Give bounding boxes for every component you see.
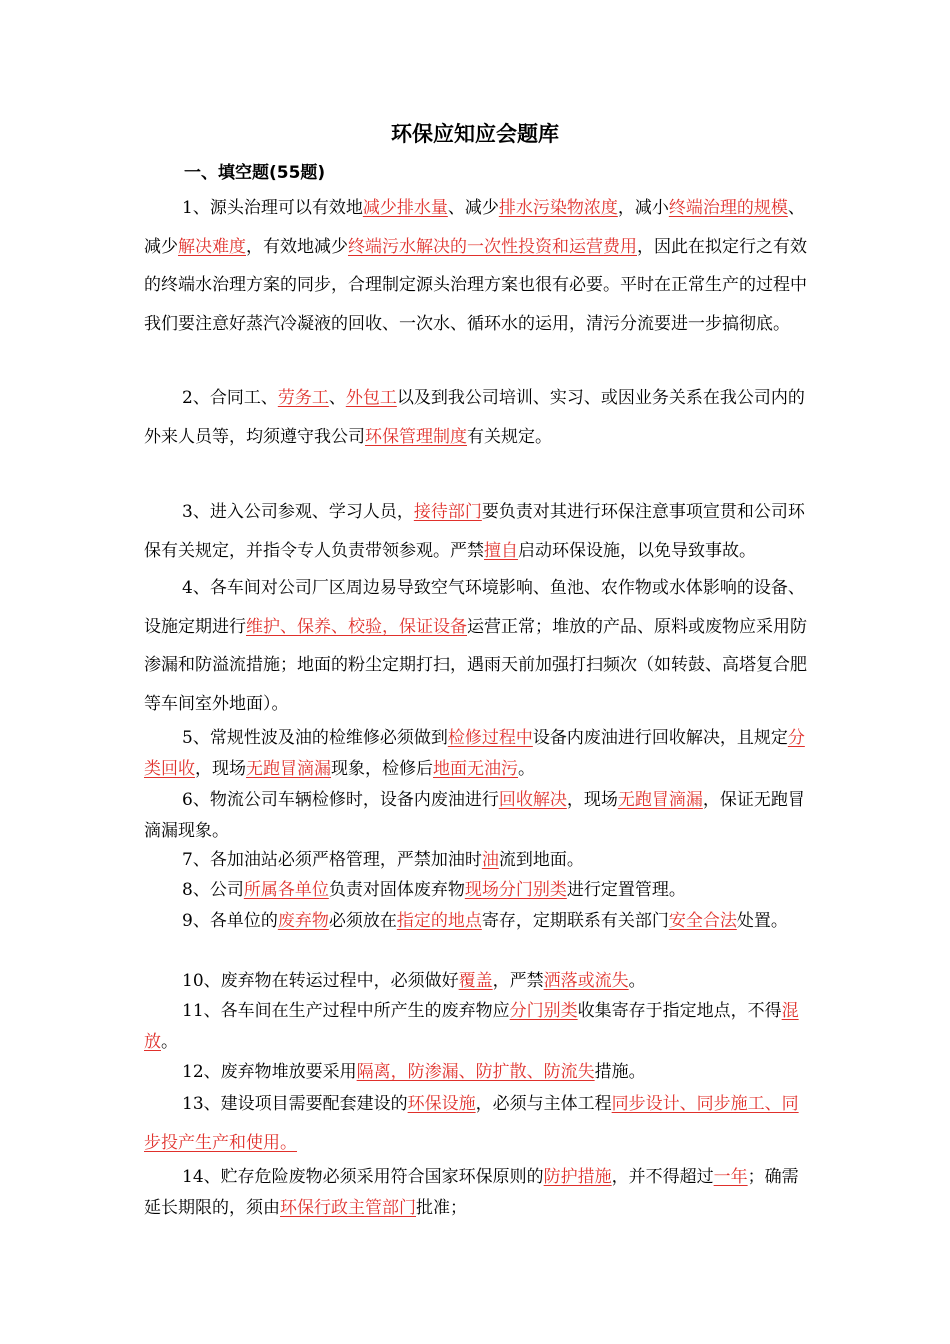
answer-blank: 分门别类 — [509, 1001, 578, 1021]
question-text: ，必须与主体工程 — [475, 1094, 612, 1114]
question-text: ，严禁 — [492, 971, 544, 991]
question-text: 1、源头治理可以有效地 — [182, 198, 363, 218]
question-text: 14、贮存危险废物必须采用符合国家环保原则的 — [182, 1167, 544, 1187]
answer-blank: 外包工 — [345, 388, 397, 408]
answer-blank: 环保管理制度 — [365, 426, 467, 447]
question-13 — [144, 1085, 810, 1162]
question-text: ，现场 — [566, 790, 618, 810]
answer-blank: 防护措施 — [543, 1167, 612, 1187]
question-text: 处置。 — [736, 911, 788, 931]
answer-blank: 排水污染物浓度 — [498, 198, 618, 218]
answer-blank: 终端污水解决的一次性投资和运营费用 — [348, 236, 637, 257]
answer-blank: 安全合法 — [668, 911, 737, 931]
question-text: 负责对固体废弃物 — [328, 880, 465, 900]
question-text: 启动环保设施，以免导致事故。 — [518, 540, 756, 561]
question-text: 2、合同工、 — [182, 388, 278, 408]
answer-blank: 油 — [481, 850, 499, 870]
question-9 — [144, 906, 810, 937]
answer-blank: 接待部门 — [413, 502, 482, 522]
question-6 — [144, 785, 810, 847]
answer-blank: 检修过程中 — [447, 728, 533, 748]
question-text: 进行定置管理。 — [566, 880, 686, 900]
question-text: 、减少 — [447, 198, 499, 218]
question-text: 现象，检修后 — [331, 759, 433, 779]
question-11 — [144, 996, 810, 1058]
question-text: 、减少 — [144, 198, 805, 257]
question-text: 6、物流公司车辆检修时，设备内废油进行 — [182, 790, 499, 810]
question-text: 收集寄存于指定地点，不得 — [577, 1001, 782, 1021]
question-text: 批准； — [416, 1198, 467, 1218]
question-14 — [144, 1162, 810, 1224]
answer-blank: 环保行政主管部门 — [280, 1198, 416, 1218]
question-text: 流到地面。 — [498, 850, 584, 870]
question-text: 4、各车间对公司厂区周边易导致空气环境影响、鱼池、农作物或水体影响的设备、设施定期进行 — [144, 578, 805, 637]
question-text: 。 — [161, 1032, 178, 1052]
answer-blank: 解决难度 — [178, 236, 246, 257]
question-text: 以及到我公司培训、实习、或因业务关系在我公司内的外来人员等，均须遵守我公司 — [144, 388, 805, 447]
answer-blank: 指定的地点 — [396, 911, 482, 931]
question-8 — [144, 875, 810, 906]
question-text: ，现场 — [195, 759, 246, 779]
answer-blank: 废弃物 — [277, 911, 329, 931]
question-5 — [144, 723, 810, 785]
question-text: 13、建设项目需要配套建设的 — [182, 1094, 408, 1114]
answer-blank: 隔离，防渗漏、防扩散、防流失 — [356, 1062, 595, 1082]
question-text: 措施。 — [594, 1062, 646, 1082]
question-text: ，有效地减少 — [246, 236, 348, 257]
answer-blank: 洒落或流失 — [543, 971, 629, 991]
answer-blank: 减少排水量 — [362, 198, 448, 218]
answer-blank: 环保设施 — [407, 1094, 476, 1114]
question-text: 有关规定。 — [467, 426, 552, 447]
question-text: ，并不得超过 — [611, 1167, 714, 1187]
question-4 — [144, 569, 810, 723]
question-text: 设备内废油进行回收解决，且规定 — [532, 728, 788, 748]
answer-blank: 同步设计、同步施工、同步投产生产和使用。 — [144, 1094, 799, 1153]
question-text: 11、各车间在生产过程中所产生的废弃物应 — [182, 1001, 510, 1021]
question-3 — [144, 493, 810, 570]
answer-blank: 所属各单位 — [243, 880, 329, 900]
question-2 — [144, 379, 810, 456]
question-1 — [144, 189, 810, 343]
question-text: 要负责对其进行环保注意事项宣贯和公司环保有关规定，并指令专人负责带领参观。严禁 — [144, 502, 805, 561]
answer-blank: 劳务工 — [277, 388, 329, 408]
answer-blank: 地面无油污 — [433, 759, 518, 779]
question-text: 3、进入公司参观、学习人员， — [182, 502, 414, 522]
question-text: 。 — [518, 759, 535, 779]
answer-blank: 现场分门别类 — [464, 880, 567, 900]
question-12 — [144, 1057, 810, 1088]
answer-blank: 无跑冒滴漏 — [617, 790, 703, 810]
question-text: 寄存，定期联系有关部门 — [481, 911, 669, 931]
question-10 — [144, 966, 810, 997]
answer-blank: 覆盖 — [458, 971, 493, 991]
question-text: 运营正常；堆放的产品、原料或废物应采用防渗漏和防溢流措施；地面的粉尘定期打扫，遇雨天前加强打扫频次（如转鼓、高塔复合肥等车间室外地面）。 — [144, 616, 807, 714]
section-heading: 一、填空题(55题) — [184, 163, 326, 183]
question-text: ，保证无跑冒滴漏现象。 — [144, 790, 805, 841]
question-text: ，减小 — [617, 198, 669, 218]
question-text: ，因此在拟定行之有效的终端水治理方案的同步，合理制定源头治理方案也很有必要。平时在正常生产的过程中我们要注意好蒸汽冷凝液的回收、一次水、循环水的运用，清污分流要进一步搞彻底。 — [144, 236, 807, 334]
answer-blank: 维护、保养、校验，保证设备 — [246, 616, 467, 637]
question-text: 。 — [628, 971, 646, 991]
answer-blank: 擅自 — [484, 540, 518, 561]
question-text: 12、废弃物堆放要采用 — [182, 1062, 357, 1082]
answer-blank: 一年 — [713, 1167, 748, 1187]
question-text: 9、各单位的 — [182, 911, 278, 931]
question-text: 8、公司 — [182, 880, 244, 900]
question-text: 必须放在 — [328, 911, 397, 931]
answer-blank: 混放 — [144, 1001, 799, 1052]
question-7 — [144, 845, 810, 876]
answer-blank: 终端治理的规模 — [668, 198, 788, 218]
question-text: 5、常规性波及油的检维修必须做到 — [182, 728, 448, 748]
document-title: 环保应知应会题库 — [391, 122, 559, 146]
answer-blank: 无跑冒滴漏 — [246, 759, 331, 779]
question-text: ；确需延长期限的，须由 — [144, 1167, 799, 1218]
answer-blank: 分类回收 — [144, 728, 805, 779]
question-text: 7、各加油站必须严格管理，严禁加油时 — [182, 850, 482, 870]
question-text: 10、废弃物在转运过程中，必须做好 — [182, 971, 459, 991]
question-text: 、 — [328, 388, 346, 408]
answer-blank: 回收解决 — [498, 790, 567, 810]
